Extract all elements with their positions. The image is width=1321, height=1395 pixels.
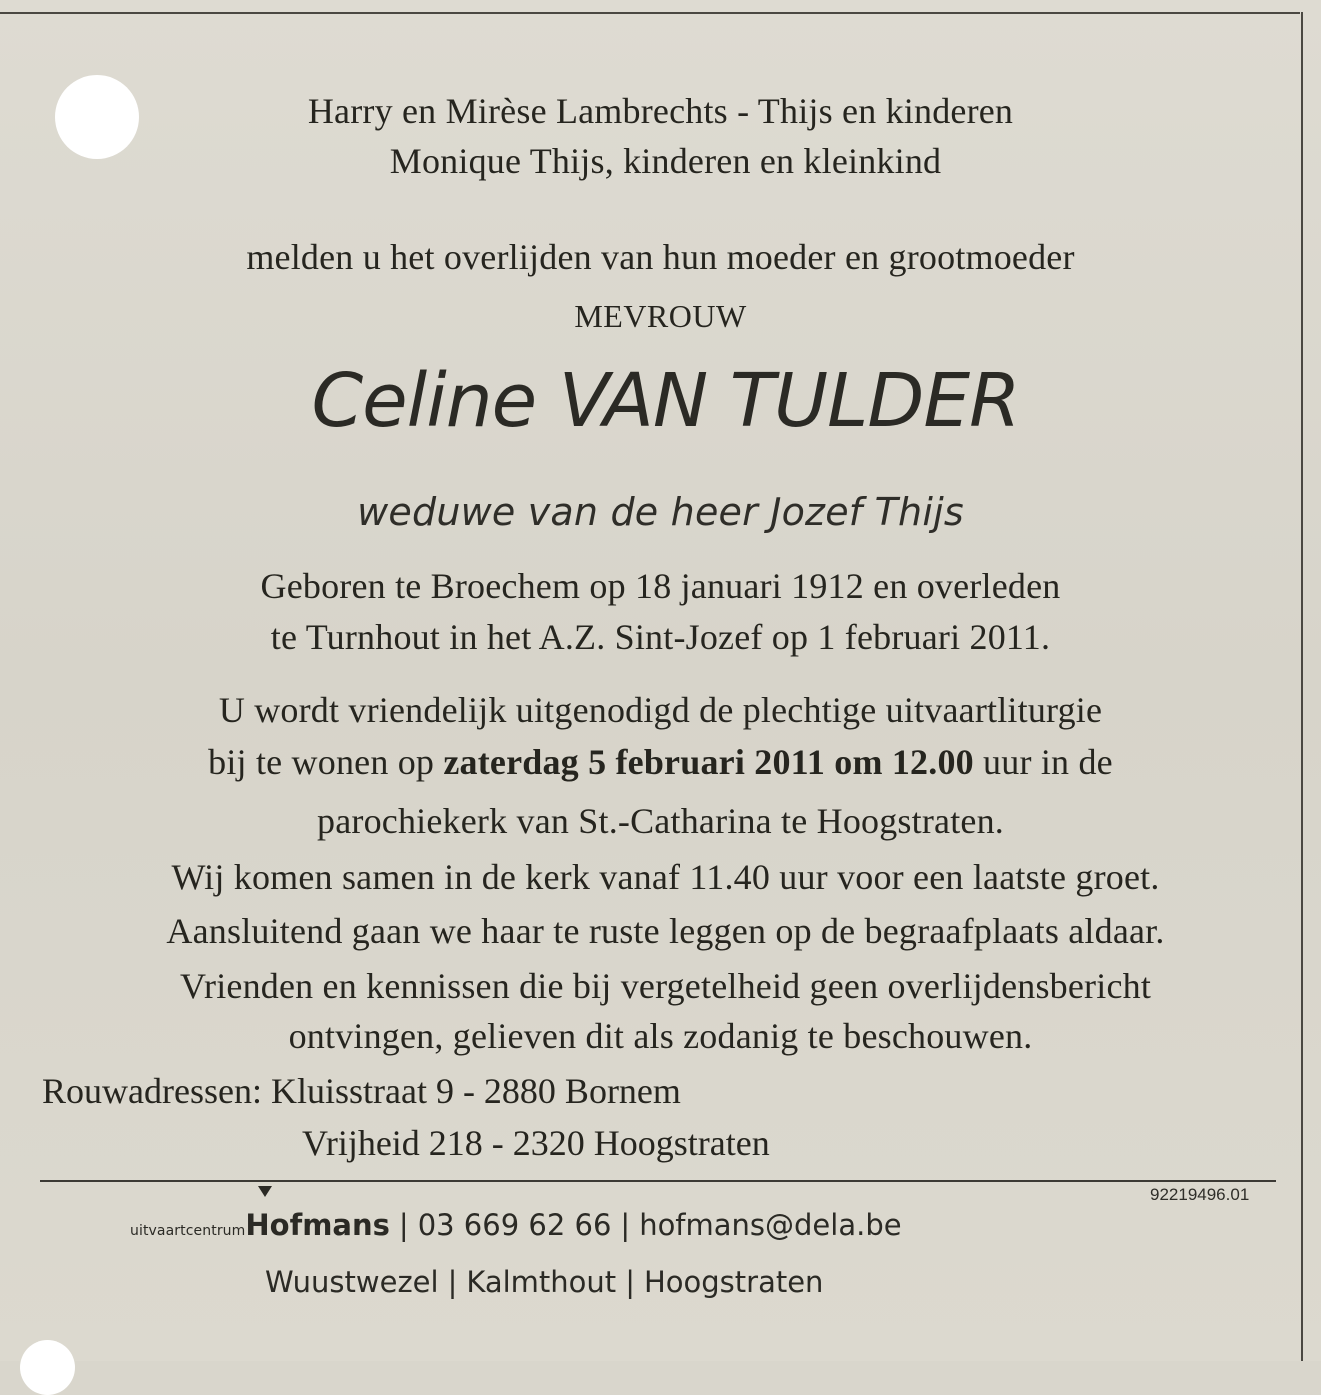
invitation-line-2-start: bij te wonen op — [208, 742, 444, 782]
ceremony-datetime: zaterdag 5 februari 2011 om 12.00 — [443, 742, 974, 782]
funeral-home-phone: 03 669 62 66 — [417, 1208, 612, 1242]
logo-prefix: uitvaartcentrum — [130, 1223, 246, 1239]
funeral-home-branches — [265, 1265, 823, 1299]
logo-triangle-icon — [258, 1186, 272, 1197]
branch-2: Kalmthout — [466, 1265, 617, 1299]
punch-hole-bottom — [20, 1340, 75, 1395]
reference-number: 92219496.01 — [1150, 1185, 1250, 1204]
invitation-line-5: Aansluitend gaan we haar te ruste leggen op de begraafplaats aldaar. — [166, 911, 1165, 951]
branch-1: Wuustwezel — [265, 1265, 439, 1299]
branch-3: Hoogstraten — [643, 1265, 824, 1299]
invitation-line-3: parochiekerk van St.-Catharina te Hoogstraten. — [317, 801, 1004, 841]
separator: | — [620, 1208, 631, 1242]
invitation-line-2-end: uur in de — [973, 742, 1113, 782]
funeral-home-email: hofmans@dela.be — [639, 1208, 902, 1242]
announcement-text: melden u het overlijden van hun moeder en grootmoeder — [246, 237, 1075, 277]
salutation: MEVROUW — [574, 298, 747, 334]
addresses-label: Rouwadressen: — [42, 1071, 262, 1111]
separator: | — [625, 1265, 635, 1299]
funeral-home-logo — [130, 1208, 390, 1242]
separator: | — [447, 1265, 458, 1299]
spouse-line: weduwe van de heer Jozef Thijs — [357, 490, 964, 534]
invitation-line-7: ontvingen, gelieven dit als zodanig te beschouwen. — [288, 1016, 1033, 1056]
frame-top-border — [0, 12, 1300, 14]
addresses-row-1 — [42, 1070, 681, 1112]
family-line-1: Harry en Mirèse Lambrechts - Thijs en kinderen — [307, 91, 1014, 131]
footer-divider — [40, 1180, 1276, 1182]
separator: | — [398, 1208, 409, 1242]
logo-name: Hofmans — [245, 1208, 390, 1242]
address-1: Kluisstraat 9 - 2880 Bornem — [270, 1071, 681, 1111]
invitation-line-2 — [0, 741, 1321, 783]
birth-death-line-1: Geboren te Broechem op 18 januari 1912 en overleden — [260, 566, 1061, 606]
invitation-line-1: U wordt vriendelijk uitgenodigd de plechtige uitvaartliturgie — [218, 690, 1103, 730]
deceased-name: Celine VAN TULDER — [311, 358, 1020, 444]
birth-death-line-2: te Turnhout in het A.Z. Sint-Jozef op 1 februari 2011. — [270, 617, 1051, 657]
address-2: Vrijheid 218 - 2320 Hoogstraten — [302, 1123, 770, 1163]
family-line-2: Monique Thijs, kinderen en kleinkind — [389, 141, 942, 181]
invitation-line-4: Wij komen samen in de kerk vanaf 11.40 uur voor een laatste groet. — [171, 857, 1160, 897]
funeral-home-line — [130, 1208, 902, 1242]
invitation-line-6: Vrienden en kennissen die bij vergetelheid geen overlijdensbericht — [179, 966, 1152, 1006]
frame-right-border — [1301, 12, 1303, 1361]
